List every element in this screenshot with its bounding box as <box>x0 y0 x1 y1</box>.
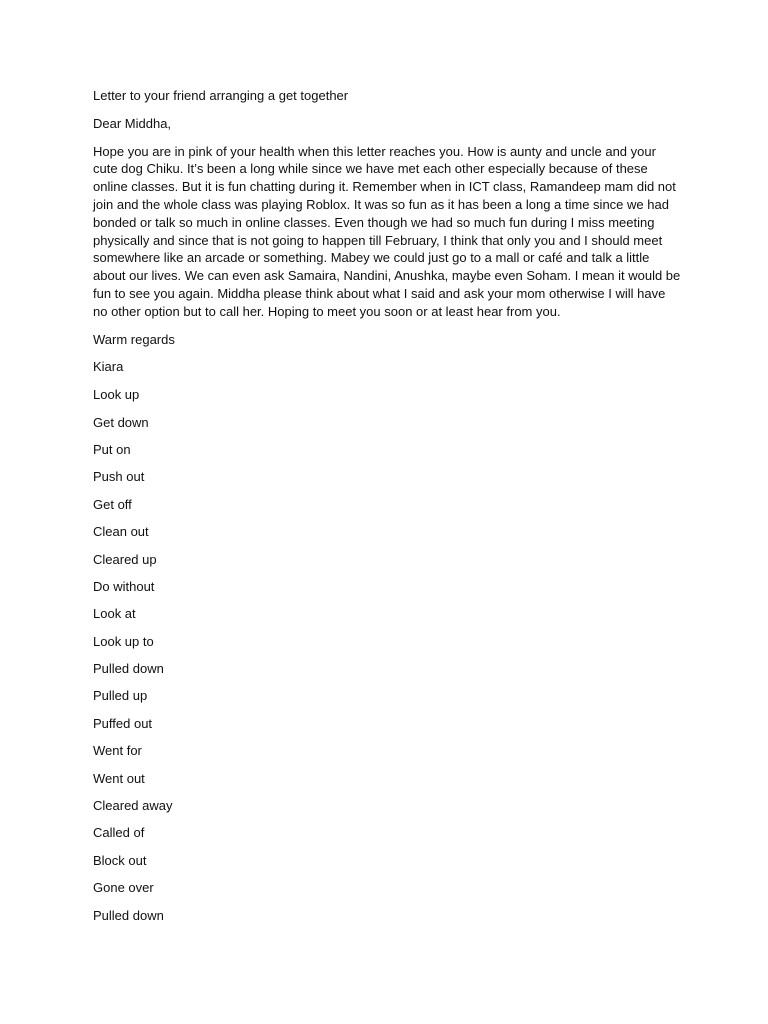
list-item: Pulled down <box>93 907 164 923</box>
list-item: Pulled up <box>93 688 148 704</box>
list-item: Get off <box>93 496 132 512</box>
list-item: Called of <box>93 825 145 841</box>
list-item: Puffed out <box>93 715 153 731</box>
body-line: fun to see you again. Middha please think about what I said and ask your mom otherwise I will have <box>93 285 666 301</box>
letter-salutation: Dear Middha, <box>93 115 172 131</box>
letter-signature: Kiara <box>93 359 124 375</box>
body-line: physically and since that is not going to happen till February, I think that only you and I should meet <box>93 232 663 248</box>
body-line: cute dog Chiku. It’s been a long while since we have met each other especially because of these <box>93 161 648 177</box>
body-line: Hope you are in pink of your health when this letter reaches you. How is aunty and uncle and your <box>93 143 656 159</box>
body-line: join and the whole class was playing Roblox. It was so fun as it has been a long a time since we had <box>93 196 669 212</box>
list-item: Went for <box>93 743 142 759</box>
list-item: Look up to <box>93 633 154 649</box>
list-item: Went out <box>93 770 145 786</box>
list-item: Look at <box>93 606 136 622</box>
list-item: Pulled down <box>93 661 164 677</box>
list-item: Put on <box>93 441 131 457</box>
list-item: Get down <box>93 414 149 430</box>
phrasal-verb-list <box>93 386 683 924</box>
letter-closing: Warm regards <box>93 331 175 347</box>
body-line: bonded or talk so much in online classes. Even though we had so much fun during I miss meeting <box>93 214 655 230</box>
body-line: about our lives. We can even ask Samaira, Nandini, Anushka, maybe even Soham. I mean it would be <box>93 268 681 284</box>
list-item: Look up <box>93 387 140 403</box>
list-item: Block out <box>93 852 147 868</box>
body-line: online classes. But it is fun chatting during it. Remember when in ICT class, Ramandeep mam did not <box>93 179 676 195</box>
letter-title: Letter to your friend arranging a get together <box>93 88 349 103</box>
letter-document <box>93 87 683 934</box>
body-line: no other option but to call her. Hoping to meet you soon or at least hear from you. <box>93 303 561 319</box>
list-item: Do without <box>93 578 155 594</box>
list-item: Gone over <box>93 880 154 896</box>
letter-body <box>93 143 683 321</box>
body-line: somewhere like an arcade or something. Mabey we could just go to a mall or café and talk a little <box>93 250 650 266</box>
list-item: Clean out <box>93 524 149 540</box>
list-item: Push out <box>93 469 145 485</box>
list-item: Cleared away <box>93 798 173 814</box>
list-item: Cleared up <box>93 551 157 567</box>
